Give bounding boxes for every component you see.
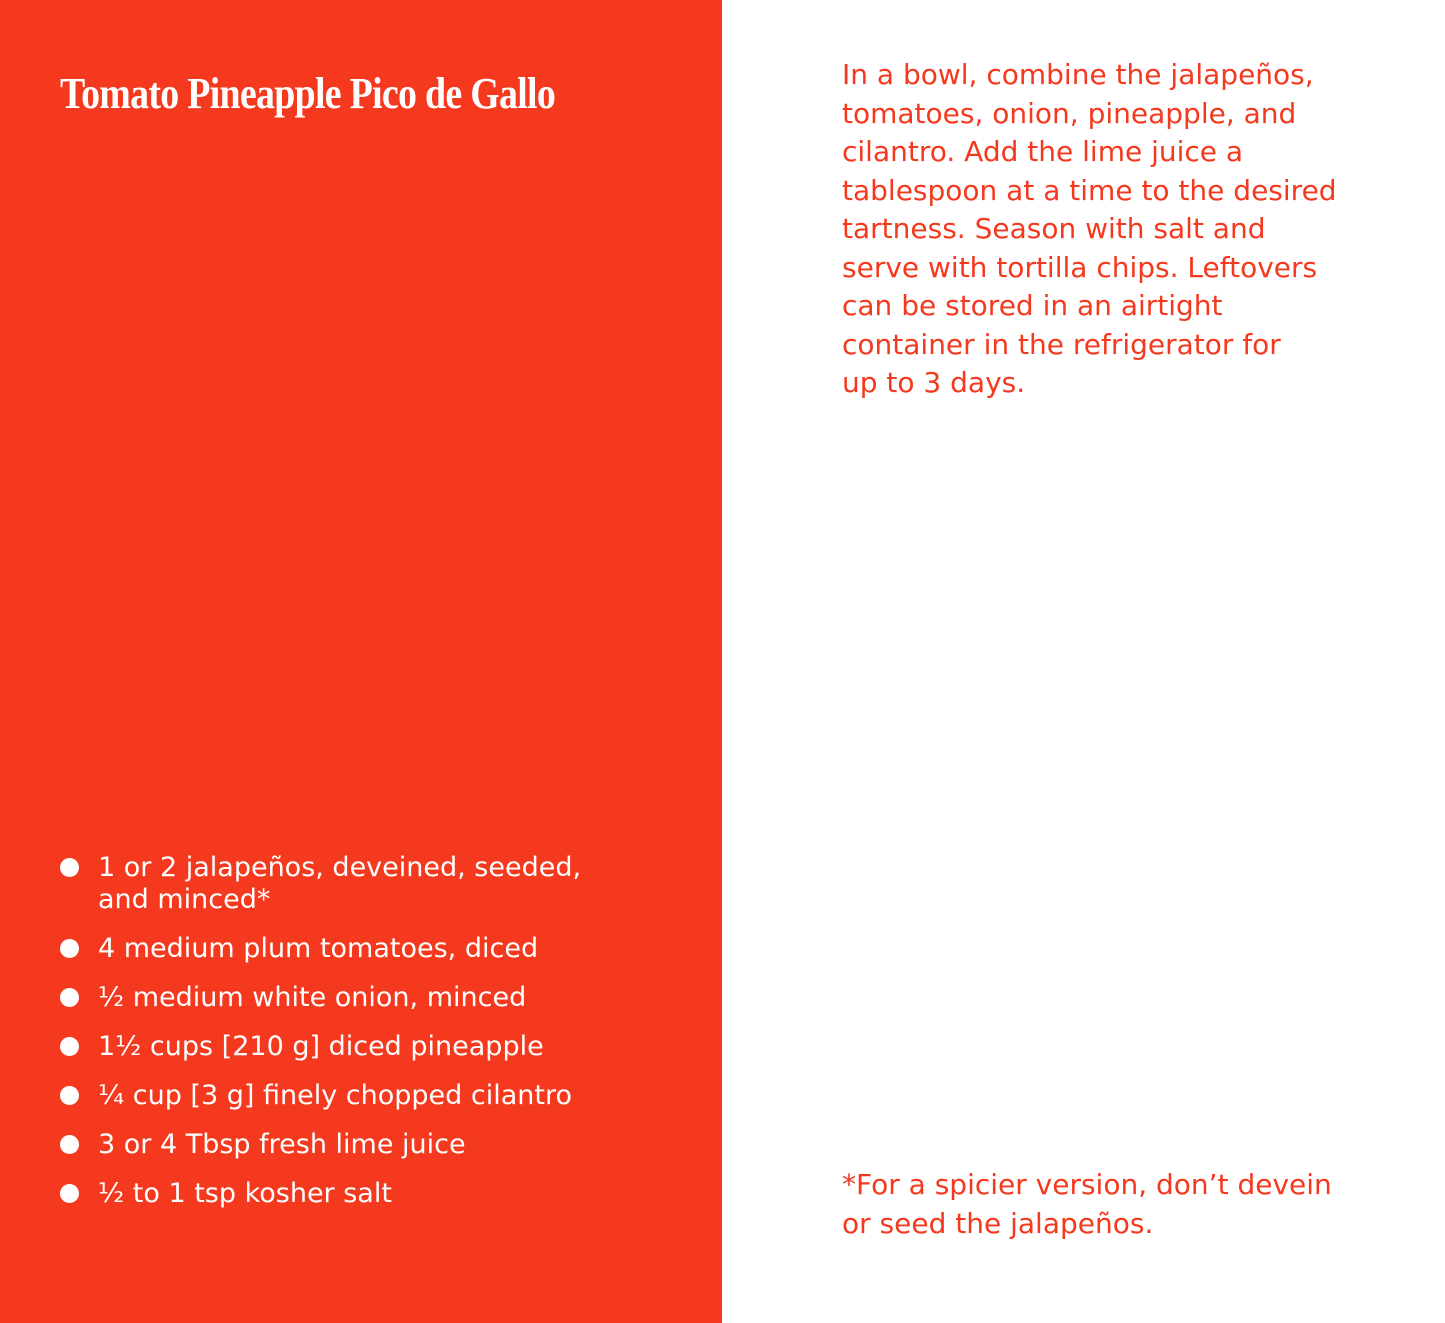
ingredient-item bbox=[60, 982, 630, 1014]
bullet-icon bbox=[60, 1037, 79, 1056]
ingredient-item bbox=[60, 1031, 630, 1063]
ingredient-item bbox=[60, 1080, 630, 1112]
ingredient-item bbox=[60, 1129, 630, 1161]
ingredient-text: 3 or 4 Tbsp fresh lime juice bbox=[98, 1129, 466, 1160]
ingredient-list bbox=[60, 852, 630, 1227]
bullet-icon bbox=[60, 1086, 79, 1105]
directions-panel bbox=[722, 0, 1445, 1323]
bullet-icon bbox=[60, 858, 79, 877]
ingredients-panel bbox=[0, 0, 722, 1323]
recipe-title: Tomato Pineapple Pico de Gallo bbox=[60, 69, 556, 118]
footnote-text: *For a spicier version, don’t devein or seed the jalapeños. bbox=[842, 1168, 1332, 1240]
ingredient-text: 4 medium plum tomatoes, diced bbox=[98, 933, 539, 964]
bullet-icon bbox=[60, 939, 79, 958]
bullet-icon bbox=[60, 988, 79, 1007]
ingredient-text: ½ to 1 tsp kosher salt bbox=[98, 1178, 392, 1209]
ingredient-item bbox=[60, 1178, 630, 1210]
ingredient-text: 1 or 2 jalapeños, deveined, seeded, and minced* bbox=[98, 852, 582, 915]
ingredient-text: 1½ cups [210 g] diced pineapple bbox=[98, 1031, 544, 1062]
bullet-icon bbox=[60, 1135, 79, 1154]
directions-text: In a bowl, combine the jalapeños, tomatoes, onion, pineapple, and cilantro. Add the lime juice a tablespoon at a time to the desired tartness. Season with salt and serve with tortilla chips. Leftovers can be stored in an airtight container in the refrigerator for up to 3 days. bbox=[842, 58, 1337, 399]
bullet-icon bbox=[60, 1184, 79, 1203]
ingredient-item bbox=[60, 852, 630, 916]
ingredient-item bbox=[60, 933, 630, 965]
ingredient-text: ¼ cup [3 g] finely chopped cilantro bbox=[98, 1080, 572, 1111]
ingredient-text: ½ medium white onion, minced bbox=[98, 982, 527, 1013]
